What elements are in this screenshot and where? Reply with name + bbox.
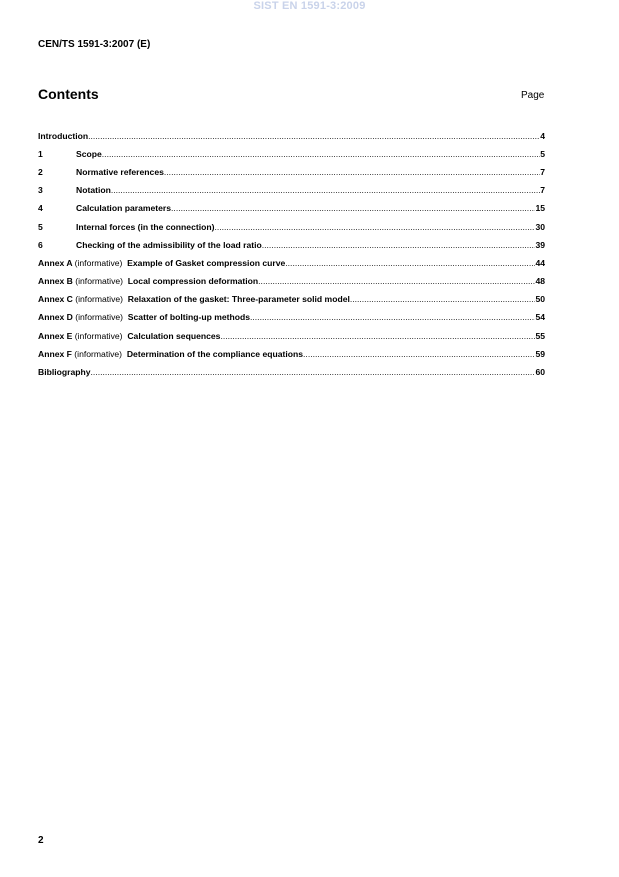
dot-leader [262,241,536,250]
toc-entry-title: Scope [76,148,102,159]
toc-entry-number: 3 [38,185,43,196]
toc-entry-calculation-parameters[interactable] [38,195,545,213]
dot-leader [303,350,535,359]
watermark: SIST EN 1591-3:2009 [253,0,366,12]
table-of-contents [38,122,545,377]
toc-entry-title: Calculation sequences [127,330,221,341]
toc-entry-title: Normative references [76,166,164,177]
toc-entry-number: 1 [38,148,43,159]
toc-entry-page: 54 [535,312,545,323]
toc-entry-notation[interactable] [38,177,545,195]
dot-leader [285,259,535,268]
toc-entry-page: 50 [535,294,545,305]
dot-leader [220,332,535,341]
toc-entry-page: 39 [535,239,545,250]
toc-entry-page: 7 [540,185,545,196]
toc-entry-internal-forces[interactable] [38,213,545,231]
toc-entry-title: Internal forces (in the connection) [76,221,215,232]
dot-leader [91,368,536,377]
toc-entry-annex-d[interactable] [38,304,545,322]
toc-entry-annex-a[interactable] [38,249,545,267]
dot-leader [164,168,540,177]
toc-entry-title: Notation [76,185,111,196]
toc-entry-checking-admissibility[interactable] [38,231,545,249]
toc-entry-normative-references[interactable] [38,158,545,176]
dot-leader [102,150,540,159]
annex-label: Annex D (informative) [38,312,124,323]
toc-entry-annex-e[interactable] [38,322,545,340]
dot-leader [171,204,535,213]
toc-entry-title: Determination of the compliance equations [126,348,304,359]
page-number: 2 [38,835,44,846]
toc-entry-title: Checking of the admissibility of the load ratio [76,239,262,250]
dot-leader [214,223,535,232]
annex-label: Annex A (informative) [38,257,123,268]
toc-entry-title: Example of Gasket compression curve [127,257,286,268]
annex-label: Annex F (informative) [38,348,123,359]
annex-label: Annex E (informative) [38,330,123,341]
toc-entry-annex-c[interactable] [38,286,545,304]
dot-leader [111,186,540,195]
toc-entry-bibliography[interactable] [38,358,545,376]
toc-entry-page: 60 [535,367,545,378]
toc-entry-title: Calculation parameters [76,203,172,214]
toc-entry-annex-b[interactable] [38,268,545,286]
toc-entry-scope[interactable] [38,140,545,158]
toc-entry-page: 55 [535,330,545,341]
toc-entry-title: Bibliography [38,367,91,378]
annex-label: Annex C (informative) [38,294,124,305]
dot-leader [258,277,535,286]
toc-entry-annex-f[interactable] [38,340,545,358]
dot-leader [88,132,540,141]
toc-entry-page: 4 [540,130,545,141]
toc-entry-page: 30 [535,221,545,232]
toc-entry-title: Introduction [38,130,89,141]
toc-entry-introduction[interactable] [38,122,545,140]
toc-entry-number: 4 [38,203,43,214]
toc-entry-page: 59 [535,348,545,359]
annex-label: Annex B (informative) [38,276,124,287]
document-identifier: CEN/TS 1591-3:2007 (E) [38,39,151,50]
toc-entry-title: Local compression deformation [127,276,259,287]
toc-entry-page: 5 [540,148,545,159]
toc-entry-title: Scatter of bolting-up methods [127,312,251,323]
page-column-label: Page [521,90,545,101]
toc-entry-number: 2 [38,166,43,177]
toc-entry-number: 5 [38,221,43,232]
toc-entry-page: 44 [535,257,545,268]
toc-entry-title: Relaxation of the gasket: Three-parameter solid model [127,294,350,305]
dot-leader [350,295,536,304]
toc-entry-page: 48 [535,276,545,287]
contents-heading: Contents [38,86,99,102]
toc-entry-page: 7 [540,166,545,177]
dot-leader [250,313,535,322]
toc-entry-page: 15 [535,203,545,214]
toc-entry-number: 6 [38,239,43,250]
